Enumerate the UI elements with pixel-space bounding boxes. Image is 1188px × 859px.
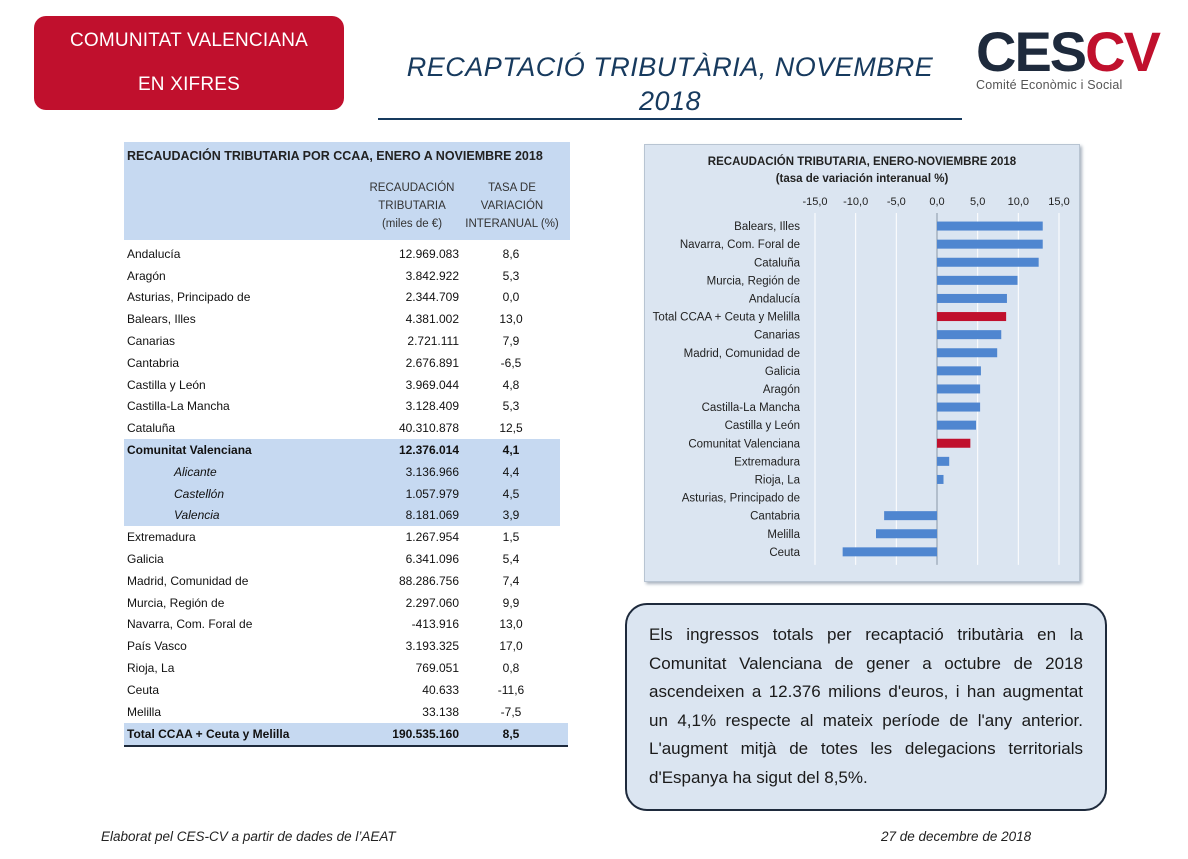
row-revenue: 2.344.709 (405, 290, 459, 305)
category-label: Castilla-La Mancha (701, 402, 800, 415)
row-revenue: 1.057.979 (405, 486, 459, 501)
row-revenue: 3.969.044 (405, 377, 459, 392)
table-row (124, 330, 560, 352)
table-row (124, 570, 560, 592)
row-revenue: 769.051 (415, 661, 459, 676)
category-label: Andalucía (748, 293, 800, 306)
x-tick-label: 5,0 (970, 196, 986, 208)
summary-box (625, 603, 1107, 811)
row-region: País Vasco (127, 639, 187, 654)
row-rate: 9,9 (502, 595, 520, 610)
row-region: Extremadura (127, 530, 196, 545)
row-revenue: 4.381.002 (405, 312, 459, 327)
table-row (124, 701, 560, 723)
row-region: Aragón (127, 268, 166, 283)
bar-comunitat-valenciana (937, 439, 970, 448)
row-revenue: 88.286.756 (398, 573, 459, 588)
row-revenue: 40.633 (422, 682, 459, 697)
category-label: Balears, Illes (734, 221, 800, 234)
source-note: Elaborat pel CES-CV a partir de dades de l’AEAT (101, 829, 396, 844)
row-rate: 13,0 (499, 617, 523, 632)
chart-subtitle: (tasa de variación interanual %) (775, 173, 949, 185)
row-revenue: 2.297.060 (405, 595, 459, 610)
row-region: Galicia (127, 552, 164, 567)
row-revenue: 33.138 (422, 704, 459, 719)
table-row (124, 461, 560, 483)
category-label: Aragón (762, 383, 800, 396)
row-revenue: 2.721.111 (407, 334, 459, 349)
table-row (124, 417, 560, 439)
cescv-logo (976, 20, 1159, 96)
category-label: Comunitat Valenciana (688, 438, 800, 451)
row-region: Alicante (174, 464, 217, 479)
badge-line-1: COMUNITAT VALENCIANA (69, 30, 308, 51)
row-region: Cataluña (127, 421, 176, 436)
category-label: Murcia, Región de (706, 275, 800, 288)
row-rate: -7,5 (500, 704, 522, 719)
row-region: Cantabria (127, 355, 180, 370)
table-row (124, 439, 560, 461)
row-revenue: 40.310.878 (398, 421, 459, 436)
table-row (124, 723, 568, 748)
row-region: Andalucía (127, 246, 181, 261)
x-tick-label: -5,0 (886, 196, 906, 208)
publication-date: 27 de decembre de 2018 (881, 829, 1032, 844)
row-revenue: 3.128.409 (405, 399, 459, 414)
row-revenue: 3.842.922 (405, 268, 459, 283)
row-region: Madrid, Comunidad de (127, 573, 249, 588)
chart-title: RECAUDACIÓN TRIBUTARIA, ENERO-NOVIEMBRE 2018 (707, 156, 1017, 168)
category-label: Ceuta (769, 546, 800, 559)
bar-castilla-y-le-n (937, 421, 976, 430)
table-row (124, 374, 560, 396)
row-revenue: 3.136.966 (405, 464, 459, 479)
bar-total-ccaa-ceuta-y-melilla (937, 312, 1006, 321)
table-body (124, 243, 560, 747)
bar-galicia (937, 366, 981, 375)
row-region: Navarra, Com. Foral de (127, 617, 253, 632)
row-revenue: 1.267.954 (405, 530, 459, 545)
x-tick-label: 0,0 (929, 196, 945, 208)
bar-andaluc-a (937, 294, 1007, 303)
category-label: Cantabria (750, 510, 800, 523)
bar-extremadura (937, 457, 949, 466)
column-header-line: TRIBUTARIA (378, 200, 446, 212)
x-tick-label: 15,0 (1048, 196, 1070, 208)
row-region: Ceuta (127, 682, 160, 697)
revenue-table (124, 142, 570, 747)
row-revenue: 2.676.891 (405, 355, 459, 370)
row-rate: 5,4 (502, 552, 520, 567)
row-rate: 12,5 (499, 421, 523, 436)
bar-ceuta (843, 547, 937, 556)
row-revenue: 190.535.160 (392, 727, 459, 742)
variation-bar-chart (644, 144, 1080, 582)
row-revenue: 8.181.069 (405, 508, 459, 523)
x-tick-label: 10,0 (1007, 196, 1030, 208)
row-revenue: 12.969.083 (398, 246, 459, 261)
row-rate: -6,5 (500, 355, 522, 370)
page-title: RECAPTACIÓ TRIBUTÀRIA, NOVEMBRE 2018 (378, 50, 962, 120)
bar-castilla-la-mancha (937, 403, 980, 412)
category-label: Melilla (767, 528, 800, 541)
row-rate: 5,3 (502, 268, 520, 283)
row-rate: 0,0 (502, 290, 520, 305)
section-badge (34, 16, 344, 110)
summary-text: Els ingressos totals per recaptació tributària en la Comunitat Valenciana de gener a octubre de 2018 ascendeixen a 12.376 milions d'euros, i han augmentat un 4,1% respecte al mateix període de l'any anterior. L'augment mitjà de totes les delegacions territorials d'Espanya ha sigut del 8,5%. (649, 625, 1083, 787)
row-region: Valencia (174, 508, 220, 523)
row-revenue: 12.376.014 (398, 443, 459, 458)
row-region: Canarias (127, 334, 176, 349)
row-revenue: 3.193.325 (405, 639, 459, 654)
bar-navarra-com-foral-de (937, 240, 1043, 249)
table-row (124, 657, 560, 679)
table-row (124, 614, 560, 636)
table-row (124, 679, 560, 701)
x-tick-label: -10,0 (843, 196, 869, 208)
table-row (124, 396, 560, 418)
bar-canarias (937, 330, 1001, 339)
logo-ces: CES (976, 20, 1086, 83)
badge-line-2: EN XIFRES (137, 74, 241, 95)
row-rate: 17,0 (499, 639, 523, 654)
row-region: Castellón (174, 486, 225, 501)
table-row (124, 352, 560, 374)
category-label: Rioja, La (754, 474, 800, 487)
category-label: Total CCAA + Ceuta y Melilla (652, 311, 800, 324)
category-label: Castilla y León (724, 420, 800, 433)
category-label: Navarra, Com. Foral de (679, 239, 800, 252)
bar-arag-n (937, 384, 980, 393)
column-header-line: VARIACIÓN (480, 200, 544, 212)
table-row (124, 548, 560, 570)
row-revenue: 6.341.096 (405, 552, 459, 567)
row-rate: 3,9 (502, 508, 520, 523)
row-revenue: -413.916 (411, 617, 459, 632)
category-label: Asturias, Principado de (681, 492, 800, 505)
table-row (124, 483, 560, 505)
column-header-line: RECAUDACIÓN (369, 182, 455, 194)
bar-melilla (876, 529, 937, 538)
table-row (124, 505, 560, 527)
row-rate: 8,5 (502, 727, 520, 742)
row-rate: 7,4 (502, 573, 520, 588)
column-header-line: (miles de €) (381, 218, 443, 230)
table-row (124, 592, 560, 614)
table-header (124, 142, 570, 240)
row-region: Melilla (127, 704, 162, 719)
table-row (124, 243, 560, 265)
column-header-line: INTERANUAL (%) (465, 218, 559, 230)
logo-cv: CV (1085, 20, 1159, 83)
bar-murcia-regi-n-de (937, 276, 1018, 285)
row-region: Castilla-La Mancha (127, 399, 230, 414)
row-rate: 8,6 (502, 246, 520, 261)
category-label: Madrid, Comunidad de (683, 347, 800, 360)
table-row (124, 308, 560, 330)
row-rate: 1,5 (502, 530, 520, 545)
table-row (124, 635, 560, 657)
row-rate: 4,5 (502, 486, 520, 501)
bar-cantabria (884, 511, 937, 520)
row-rate: 4,1 (502, 443, 520, 458)
row-region: Balears, Illes (127, 312, 196, 327)
row-region: Murcia, Región de (127, 595, 225, 610)
bar-balears-illes (937, 222, 1043, 231)
category-label: Cataluña (753, 257, 800, 270)
category-label: Extremadura (734, 456, 800, 469)
x-tick-label: -15,0 (802, 196, 828, 208)
table-row (124, 287, 560, 309)
logo-subtitle: Comité Econòmic i Social (976, 78, 1123, 92)
table-row (124, 265, 560, 287)
row-rate: 7,9 (502, 334, 520, 349)
bar-madrid-comunidad-de (937, 348, 997, 357)
category-label: Canarias (753, 329, 800, 342)
bar-rioja-la (937, 475, 944, 484)
table-title: RECAUDACIÓN TRIBUTARIA POR CCAA, ENERO A NOVIEMBRE 2018 (127, 149, 543, 163)
row-rate: -11,6 (497, 682, 525, 697)
column-header-rate (460, 179, 564, 233)
row-rate: 4,8 (502, 377, 520, 392)
row-rate: 0,8 (502, 661, 520, 676)
chart-svg (645, 145, 1079, 581)
row-rate: 5,3 (502, 399, 520, 414)
row-region: Total CCAA + Ceuta y Melilla (127, 727, 290, 742)
category-label: Galicia (764, 365, 800, 378)
row-rate: 4,4 (502, 464, 520, 479)
row-region: Castilla y León (127, 377, 206, 392)
row-region: Comunitat Valenciana (127, 443, 252, 458)
column-header-line: TASA DE (488, 182, 536, 194)
row-rate: 13,0 (499, 312, 523, 327)
table-row (124, 526, 560, 548)
bar-catalu-a (937, 258, 1039, 267)
column-header-revenue (364, 179, 460, 233)
row-region: Asturias, Principado de (127, 290, 251, 305)
row-region: Rioja, La (127, 661, 175, 676)
